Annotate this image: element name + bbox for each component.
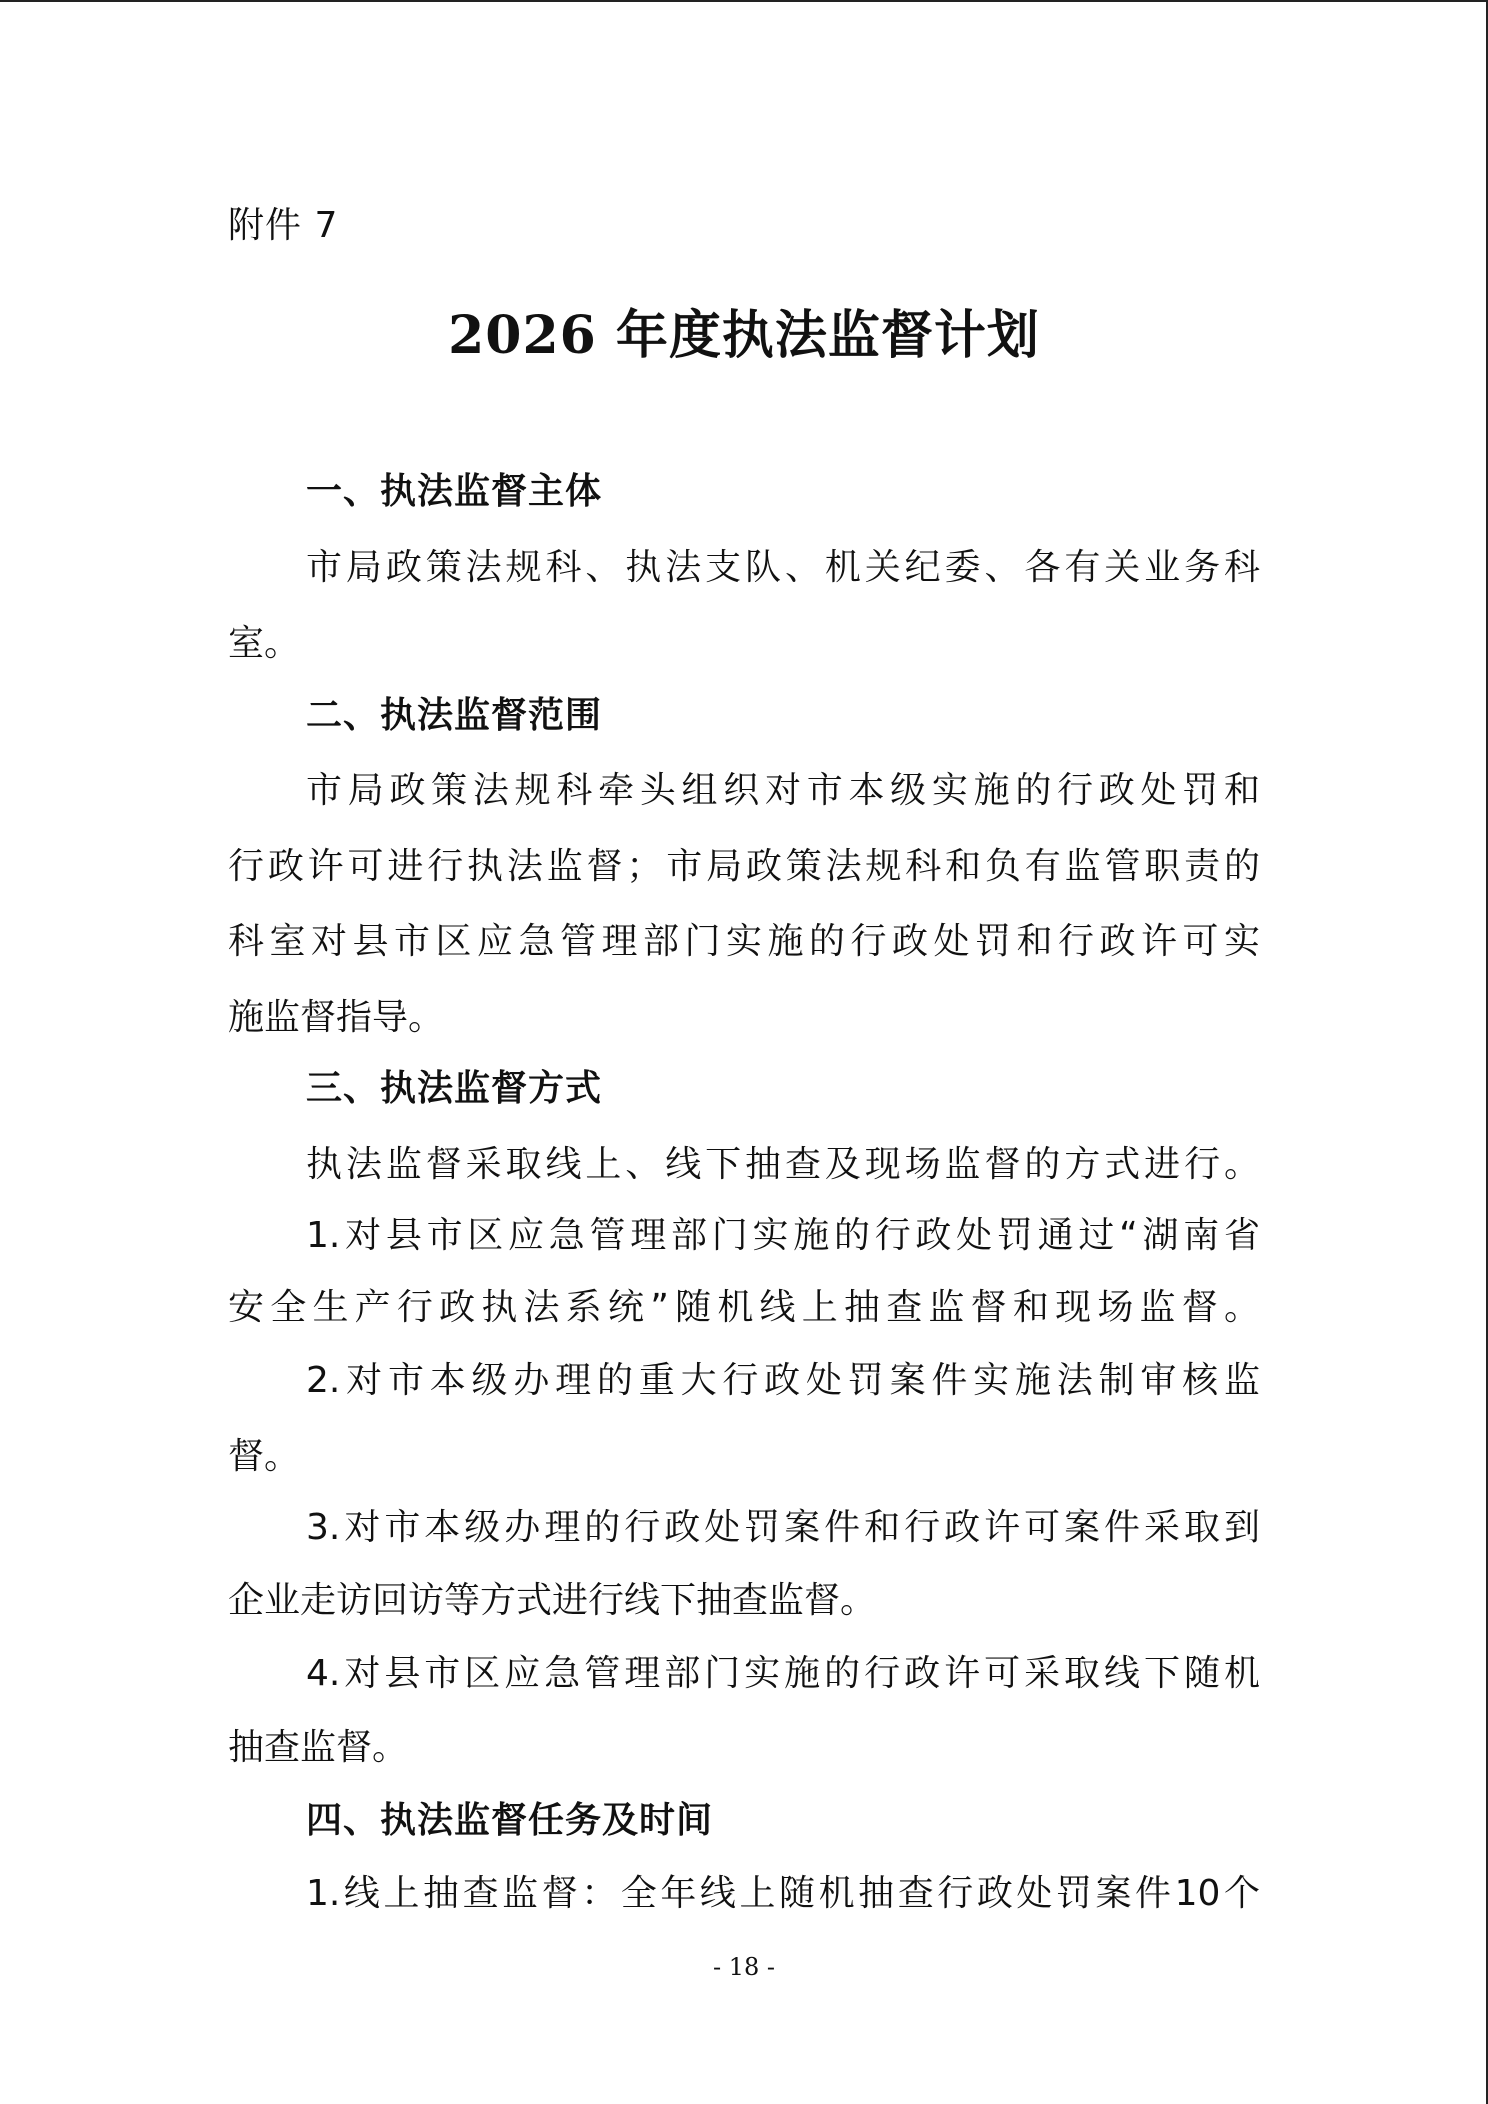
- section-heading-2: 二、执法监督范围: [306, 695, 603, 736]
- list-item-line: 3.对市本级办理的行政处罚案件和行政许可案件采取到: [306, 1507, 1260, 1548]
- list-item-line: 4.对县市区应急管理部门实施的行政许可采取线下随机: [306, 1653, 1260, 1694]
- paragraph-line: 行政许可进行执法监督；市局政策法规科和负有监管职责的: [228, 846, 1260, 887]
- list-item-line: 安全生产行政执法系统”随机线上抽查监督和现场监督。: [228, 1287, 1260, 1328]
- list-item-line: 督。: [228, 1436, 301, 1477]
- attachment-label: 附件 7: [228, 205, 339, 246]
- paragraph-line: 执法监督采取线上、线下抽查及现场监督的方式进行。: [306, 1144, 1260, 1185]
- paragraph-line: 科室对县市区应急管理部门实施的行政处罚和行政许可实: [228, 921, 1260, 962]
- list-item-line: 1.线上抽查监督：全年线上随机抽查行政处罚案件10个: [306, 1873, 1260, 1914]
- section-heading-3: 三、执法监督方式: [306, 1068, 603, 1109]
- paragraph-line: 市局政策法规科牵头组织对市本级实施的行政处罚和: [306, 770, 1260, 811]
- paragraph-line: 市局政策法规科、执法支队、机关纪委、各有关业务科: [306, 547, 1260, 588]
- list-item-line: 企业走访回访等方式进行线下抽查监督。: [228, 1580, 877, 1621]
- list-item-line: 2.对市本级办理的重大行政处罚案件实施法制审核监: [306, 1360, 1260, 1401]
- list-item-line: 1.对县市区应急管理部门实施的行政处罚通过“湖南省: [306, 1215, 1260, 1256]
- paragraph-line: 施监督指导。: [228, 997, 445, 1038]
- paragraph-line: 室。: [228, 623, 301, 664]
- page-number: - 18 -: [712, 1953, 775, 1981]
- section-heading-1: 一、执法监督主体: [306, 471, 603, 512]
- list-item-line: 抽查监督。: [228, 1727, 409, 1768]
- page-border-top: [0, 0, 1488, 2]
- section-heading-4: 四、执法监督任务及时间: [306, 1800, 714, 1841]
- document-title: 2026 年度执法监督计划: [448, 305, 1040, 366]
